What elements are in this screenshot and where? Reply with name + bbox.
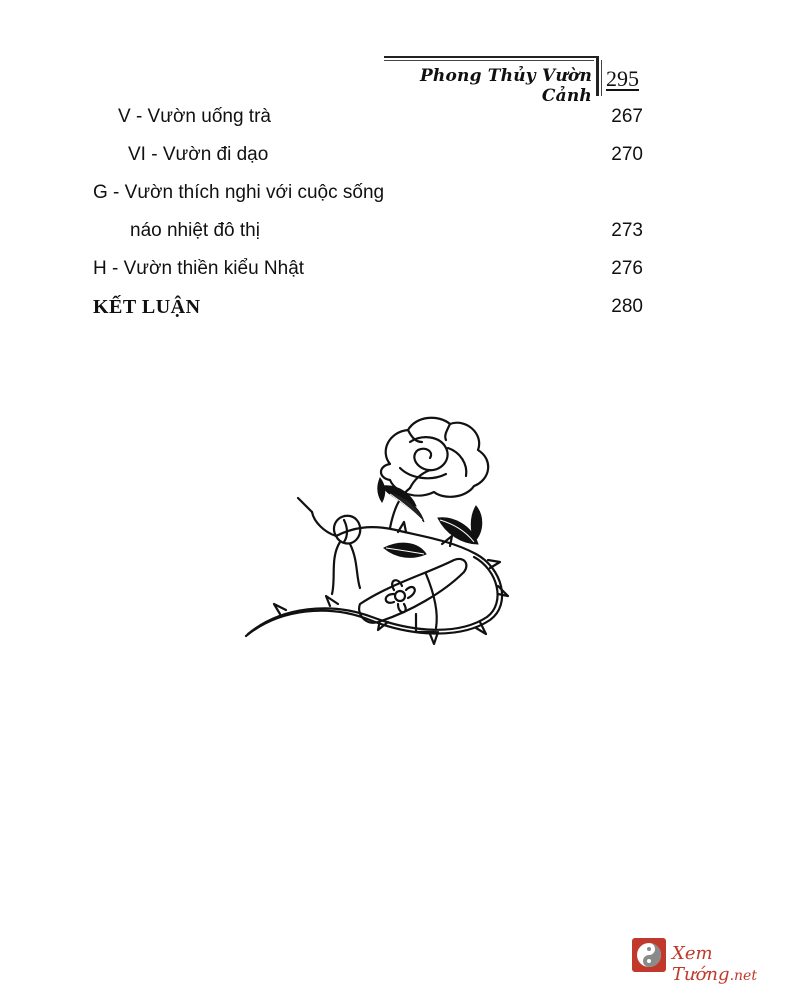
toc-entry-label: G - Vườn thích nghi với cuộc sống xyxy=(93,182,385,203)
header-rule-inner xyxy=(384,60,594,61)
toc-entry-label: H - Vườn thiền kiểu Nhật xyxy=(93,258,305,279)
yin-yang-icon xyxy=(636,942,662,968)
watermark-logo xyxy=(632,938,792,985)
watermark-badge xyxy=(632,938,666,972)
toc-entry-page: 270 xyxy=(611,144,643,165)
toc-entry-page: 280 xyxy=(611,296,643,317)
toc-entry-label: KẾT LUẬN xyxy=(93,296,201,318)
toc-entry-label: VI - Vườn đi dạo xyxy=(128,144,269,165)
toc-entry-page: 267 xyxy=(611,106,643,127)
header-divider xyxy=(596,56,599,96)
header-rule xyxy=(384,56,598,58)
header-divider-inner xyxy=(601,60,602,96)
toc-entry-label: V - Vườn uống trà xyxy=(118,106,271,127)
toc-entry-page: 273 xyxy=(611,220,643,241)
page-number: 295 xyxy=(606,66,639,91)
toc-entry-page: 276 xyxy=(611,258,643,279)
watermark-text: Xem Tướng.net xyxy=(672,943,757,985)
rose-vine-illustration xyxy=(240,408,510,672)
toc-entry-label: náo nhiệt đô thị xyxy=(130,220,260,241)
running-title: Phong Thủy Vườn Cảnh xyxy=(419,66,592,106)
